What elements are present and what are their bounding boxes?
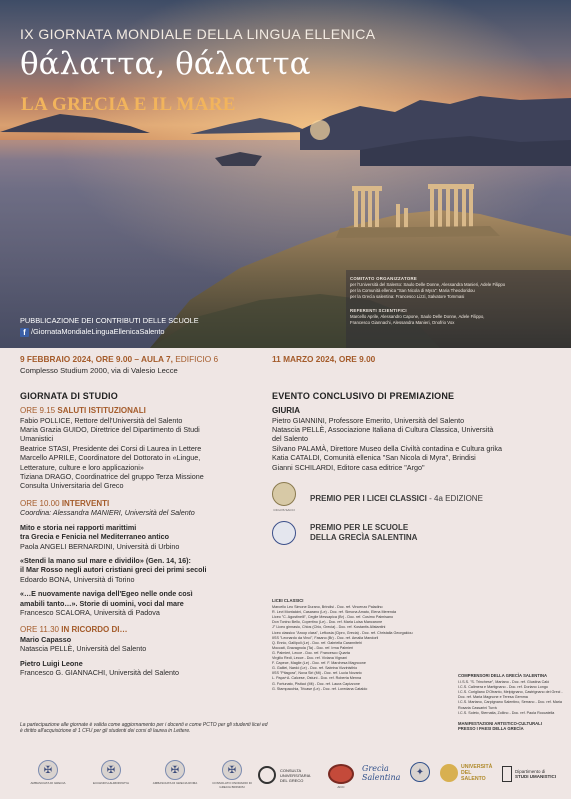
- jury-member: Silvano PALAMÀ, Direttore Museo della Civiltà contadina e Cultura grika: [272, 443, 502, 453]
- hero-banner: [0, 0, 571, 348]
- licei-item: G. Stampacchia, Tricase (Le) - Doc. ref. Loredana Cataldo: [272, 686, 368, 691]
- aicc-logo-icon: [328, 764, 354, 784]
- logo-consolato: ✠ CONSOLATO ONORARIO DI GRECIA BRINDISI: [210, 760, 254, 789]
- grecia-item: I.C.S. Corigliano D'Otranto, Melpignano, Castrignano dei Greci - Doc. ref. Maria Magnone e Teresa Gemma: [458, 690, 563, 700]
- talk-title: «…E nuovamente naviga dell'Egeo nelle onde così: [20, 589, 193, 599]
- logo-grecia-emblem: [410, 762, 430, 782]
- logo-embassy-greece: ✠ AMBASCIATA DI GRECIA: [28, 760, 68, 786]
- licei-item: Don Tonino Bello, Copertino (Le) - Doc. ref. Maria Luisa Mancarone: [272, 620, 383, 625]
- referees-heading: REFERENTI SCIENTIFICI: [350, 308, 407, 313]
- award-date: 11 MARZO 2024, ORE 9.00: [272, 354, 376, 364]
- licei-item: Marcello Leo Simone Durano, Brindisi - Doc. ref. Vincenzo Paladino: [272, 605, 383, 610]
- prize-grecia-subtitle: DELLA GRECÌA SALENTINA: [310, 533, 418, 543]
- session-time: ORE 11.30 IN RICORDO DI…: [20, 625, 128, 635]
- study-day-heading: GIORNATA DI STUDIO: [20, 390, 118, 401]
- speaker-line: Consulta Universitaria del Greco: [20, 481, 124, 491]
- study-day-venue: Complesso Studium 2000, via di Valesio Lecce: [20, 366, 178, 376]
- logo-dipartimento: Dipartimento di STUDI UMANISTICI: [502, 766, 564, 782]
- grecia-item: I.I.S.S. "S. Trinchese", Martano - Doc. ref. Giustina Calò: [458, 680, 550, 685]
- event-kicker: IX GIORNATA MONDIALE DELLA LINGUA ELLENICA: [20, 26, 376, 42]
- participation-note: La partecipazione alle giornate è valida come aggiornamento per i docenti e come PCTO per gli studenti licei ed è diritto all'acquisizione di 1 CFU per gli studenti dei corsi di laurea in Lettere.: [20, 722, 268, 735]
- talk-title: amabili tanto…». Storie di uomini, voci dal mare: [20, 598, 184, 608]
- speaker-line: Marcello APRILE, Coordinatore del Dottorato in «Lingue,: [20, 453, 201, 463]
- licei-item: Q. Ennio, Gallipoli (Le) - Doc. ref. Gabriella Carannitehi: [272, 640, 362, 645]
- committee-block: [350, 276, 565, 326]
- jury-member: Gianni SCHILARDI, Editore casa editrice "Argo": [272, 462, 425, 472]
- unisalento-seal-icon: [440, 764, 458, 782]
- award-column: [272, 355, 557, 545]
- study-day-date: 9 FEBBRAIO 2024, ORE 9.00 – AULA 7, EDIFICIO 6: [20, 354, 219, 364]
- award-heading: EVENTO CONCLUSIVO DI PREMIAZIONE: [272, 390, 455, 401]
- licei-item: Moccati, Gravagnola (Ta) - Doc. ref. Irma Palmieri: [272, 645, 354, 650]
- speaker-line: Fabio POLLICE, Rettore dell'Università del Salento: [20, 415, 183, 425]
- laurel-logo-icon: [272, 482, 296, 506]
- greek-title: θάλαττα, θάλαττα: [20, 46, 311, 82]
- logo-unisalento: UNIVERSITÀ DEL SALENTO: [440, 764, 500, 782]
- jury-member: Katia CATALDI, Comunità ellenica "San Nicola di Myra", Brindisi: [272, 453, 476, 463]
- grecia-salentina-logo-icon: [272, 521, 296, 545]
- prize-licei-title: PREMIO PER I LICEI CLASSICI - 4a EDIZIONE: [310, 493, 483, 503]
- jury-label: GIURIA: [272, 406, 300, 416]
- licei-item: L. Papa+A. Calcese, Ostuni - Doc. ref. Roberta Menna: [272, 676, 362, 681]
- jury-member: Natascia PELLÈ, Associazione Italiana di Cultura Classica, Università: [272, 425, 494, 435]
- grecia-item: I.C.S. Calimera e Martignano - Doc. ref. Doriano Longo: [458, 685, 548, 690]
- licei-item: Virgilio Redi, Lecce - Doc. ref. Viviana Vignani: [272, 656, 348, 661]
- licei-item: F. Capece, Maglie (Le) - Doc. ref. F. Marchesa Magnoone: [272, 661, 366, 666]
- licei-item: Liceo "C. Agostinelli", Ceglie Messapica (Br) - Doc. ref. Cosimo Palmisano: [272, 615, 394, 620]
- logo-embassy-rome: ✠ AMBASCIATA DI GRECIA ROMA: [152, 760, 198, 786]
- greek-seal-icon: ✠: [222, 760, 242, 780]
- prize-licei: [272, 482, 557, 515]
- licei-item: G. Galilei, Nardò (Le) - Doc. ref. Sabrina Vizzinisthio: [272, 666, 358, 671]
- session-time: ORE 10.00 INTERVENTI: [20, 498, 110, 508]
- cug-mark-icon: [258, 766, 276, 784]
- logo-aicc: AICC: [326, 764, 356, 790]
- committee-line: per la Grecìa salentina: Francesco Lizzi, Salvatore Tommasi: [350, 294, 465, 299]
- laurel-logo-caption: CICLOS SACCI: [273, 508, 295, 513]
- licei-item: G. Palmieri, Lecce - Doc. ref. Francesco Quarta: [272, 650, 350, 655]
- talk-speaker: Francesco SCALORA, Università di Padova: [20, 607, 160, 617]
- prize-grecia: [272, 521, 557, 545]
- talk-title: Mito e storia nei rapporti marittimi: [20, 522, 137, 532]
- referees-line: Francesco Giannachi, Alessandra Manieri, Onofrio Vox: [350, 320, 455, 325]
- licei-item: Liceo classico "Aroop class", Lefkosia (Cipro, Grecia) - Doc. ref. Christalla Georgakiou: [272, 630, 413, 635]
- licei-item: J° Liceo ginnasio, Chios (Chio, Grecia) - Doc. ref. Kostantis Alistantini: [272, 625, 386, 630]
- licei-list: [272, 598, 450, 692]
- talk-title: il Mar Rosso negli autori cristiani greci dei primi secoli: [20, 565, 207, 575]
- greek-seal-icon: ✠: [38, 760, 58, 780]
- dipartimento-icon: [502, 766, 512, 782]
- greek-seal-icon: ✠: [101, 760, 121, 780]
- licei-item: IISS "Pitagora", Nova Siri (Mt) - Doc. ref. Lucia Novario: [272, 671, 362, 676]
- speaker-line: Maria Grazia GUIDO, Direttrice del Dipartimento di Studi: [20, 425, 200, 435]
- referees-line: Marcello Aprile, Alessandro Capone, Saulo Delle Donne, Adele Filippo,: [350, 314, 485, 319]
- logo-grecia-salentina: Grecìa Salentina: [362, 764, 401, 782]
- committee-line: per la Comunità ellenica "San Nicola di Myra": Maria Theodoridou: [350, 288, 475, 293]
- speaker-line: Letterature, culture e loro applicazioni»: [20, 462, 144, 472]
- publication-block: [20, 315, 199, 337]
- grecia-list: [458, 673, 566, 733]
- talk-title: «Stendi la mano sul mare e dividilo» (Gen. 14, 16):: [20, 555, 191, 565]
- talk-title: tra Grecia e Fenicia nel Mediterraneo antico: [20, 532, 169, 542]
- jury-member: del Salento: [272, 434, 308, 444]
- speaker-line: Tiziana DRAGO, Coordinatrice del gruppo Terza Missione: [20, 472, 204, 482]
- grecia-emblem-icon: ✦: [410, 762, 430, 782]
- talk-speaker: Paola ANGELI BERNARDINI, Università di Urbino: [20, 541, 180, 551]
- manifestazioni-heading: MANIFESTAZIONI ARTISTICO-CULTURALI: [458, 720, 542, 726]
- committee-heading: COMITATO ORGANIZZATORE: [350, 276, 418, 281]
- licei-item: IISS "Leonardo da Vinci", Fasano (Br) - Doc. ref. Amalia Mandorli: [272, 635, 379, 640]
- facebook-handle-link[interactable]: /GiornataMondialeLinguaEllenicaSalento: [31, 327, 165, 336]
- logo-hellenic-republic: ✠ ΕΛΛΗΝΙΚΉ ΔΗΜΟΚΡΑΤΊΑ: [86, 760, 136, 786]
- grecia-item: I.C.S. Soleto, Sternatia, Zollino - Doc. ref. Paola Roccatella: [458, 710, 555, 715]
- prize-grecia-title: PREMIO PER LE SCUOLE: [310, 523, 409, 533]
- memorial-name: Mario Capasso: [20, 634, 72, 644]
- talk-speaker: Edoardo BONA, Università di Torino: [20, 574, 135, 584]
- session-time: ORE 9.15 SALUTI ISTITUZIONALI: [20, 406, 146, 416]
- licei-item: G. Fortunato, Pisticci (Mt) - Doc. ref. Laura Capizzone: [272, 681, 360, 686]
- committee-line: per l'Università del Salento: Saulo Delle Donne, Alessandra Manieri, Adele Filippo: [350, 282, 506, 287]
- greek-seal-icon: ✠: [165, 760, 185, 780]
- publication-label: PUBBLICAZIONE DEI CONTRIBUTI DELLE SCUOLE: [20, 316, 199, 325]
- study-day-column: [20, 355, 270, 677]
- speaker-line: Umanistici: [20, 434, 54, 444]
- event-subtitle: LA GRECIA E IL MARE: [21, 94, 236, 115]
- jury-member: Pietro GIANNINI, Professore Emerito, Università del Salento: [272, 415, 465, 425]
- logo-cug: CONSULTA UNIVERSITARIA DEL GRECO: [258, 766, 318, 784]
- sponsor-logos: [0, 760, 571, 799]
- manifestazioni-subheading: PRESSO I PAESI DELLA GRECÌA: [458, 725, 524, 731]
- speaker-line: Francesco G. GIANNACHI, Università del Salento: [20, 667, 179, 677]
- facebook-icon: f: [20, 328, 29, 337]
- speaker-line: Natascia PELLÈ, Università del Salento: [20, 644, 147, 654]
- memorial-name: Pietro Luigi Leone: [20, 658, 83, 668]
- speaker-line: Beatrice STASI, Presidente dei Corsi di Laurea in Lettere: [20, 443, 202, 453]
- grecia-item: I.C.S. Martano, Carpignano Salentino, Serrano - Doc. ref. Maria Rosaria Cassarini Turrà: [458, 700, 562, 710]
- licei-heading: LICEI CLASSICI: [272, 598, 304, 603]
- licei-item: R. Levi Montalcini, Casarano (Le) - Doc. ref. Simona Amato, Elena Merenda: [272, 610, 396, 615]
- coordinator-line: Coordina: Alessandra MANIERI, Università del Salento: [20, 508, 195, 518]
- grecia-heading: COMPRENSORI DELLA GRECÌA SALENTINA: [458, 673, 548, 678]
